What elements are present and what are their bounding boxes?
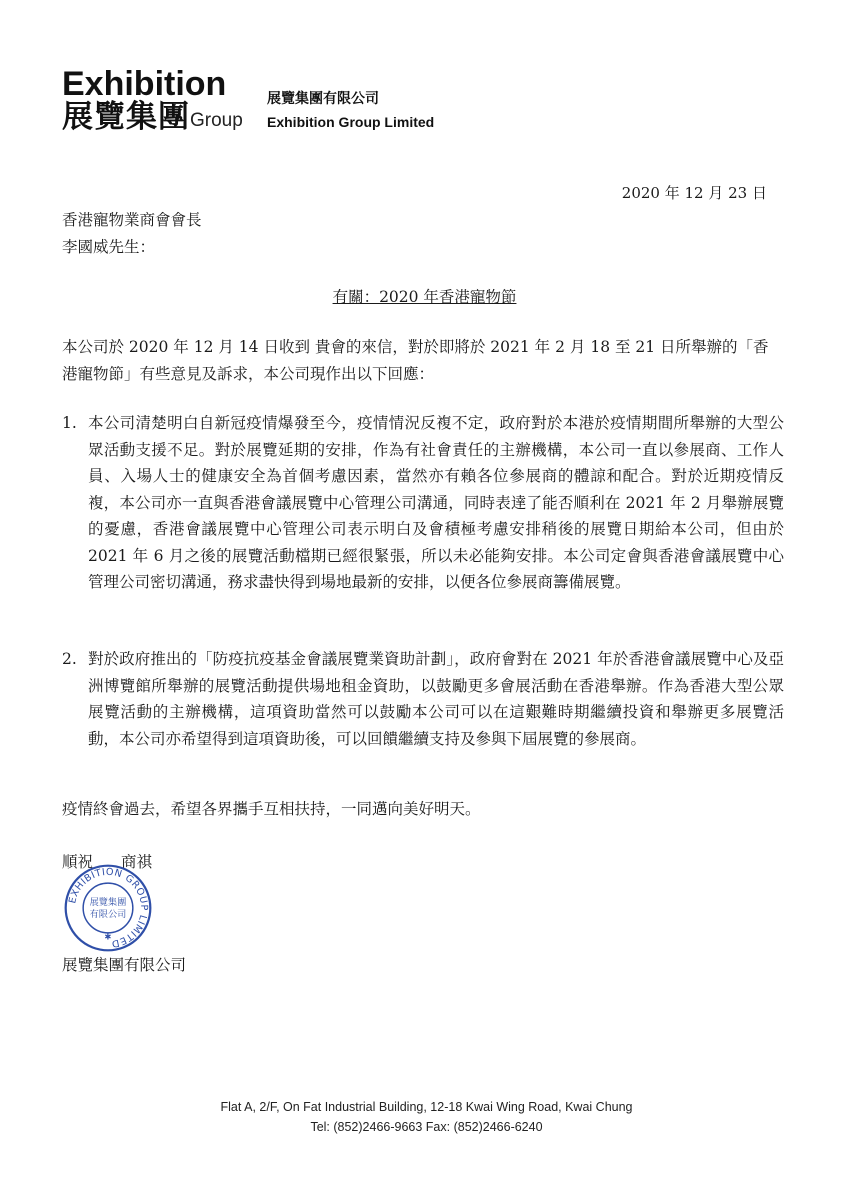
logo-wordmark: Exhibition — [62, 65, 227, 103]
regards-word-1: 順祝 — [62, 853, 94, 871]
intro-paragraph: 本公司於 2020 年 12 月 14 日收到 貴會的來信，對於即將於 2021 年 2 月 18 至 21 日所舉辦的「香港寵物節」有些意見及訴求，本公司現作出以下回應： — [62, 338, 769, 383]
footer-contact: Tel: (852)2466-9663 Fax: (852)2466-6240 — [310, 1120, 543, 1134]
seal-center-line-2: 有限公司 — [89, 909, 127, 921]
subject-line — [0, 285, 849, 307]
company-name-english: Exhibition Group Limited — [267, 114, 435, 130]
company-name-chinese: 展覽集團有限公司 — [267, 91, 379, 107]
recipient-name: 李國威先生： — [62, 238, 156, 256]
item-text: 對於政府推出的「防疫抗疫基金會議展覽業資助計劃」，政府會對在 2021 年於香港會議展覽中心及亞洲博覽館所舉辦的展覽活動提供場地租金資助，以鼓勵更多會展活動在香港舉辦。作為香港大型公眾展覽活動的主辦機構，這項資助當然可以鼓勵本公司可以在這艱難時期繼續投資和舉辦更多展覽活動，本公司亦希望得到這項資助後，可以回饋繼續支持及參與下屆展覽的參展商。 — [88, 650, 784, 748]
footer-address: Flat A, 2/F, On Fat Industrial Building, 12-18 Kwai Wing Road, Kwai Chung — [220, 1100, 633, 1114]
item-text: 本公司清楚明白自新冠疫情爆發至今，疫情情況反複不定，政府對於本港於疫情期間所舉辦的大型公眾活動支援不足。對於展覽延期的安排，作為有社會責任的主辦機構，本公司一直以參展商、工作人員、入場人士的健康安全為首個考慮因素，當然亦有賴各位參展商的體諒和配合。對於近期疫情反複，本公司亦一直與香港會議展覽中心管理公司溝通，同時表達了能否順利在 2021 年 2 月舉辦展覽的憂慮，香港會議展覽中心管理公司表示明白及會積極考慮安排稍後的展覽日期給本公司，但由於 2021 年 6 月之後的展覽活動檔期已經很緊張，所以未必能夠安排。本公司定會與香港會議展覽中心管理公司密切溝通，務求盡快得到場地最新的安排，以便各位參展商籌備展覽。 — [88, 414, 784, 591]
seal-star-icon: ✱ — [104, 931, 112, 942]
regards-word-2: 商祺 — [121, 853, 153, 871]
letter-date: 2020 年 12 月 23 日 — [621, 184, 767, 202]
footer — [0, 1097, 849, 1137]
logo-chinese: 展覽集團 — [62, 99, 190, 135]
logo-group-word: Group — [190, 110, 243, 131]
signer-name: 展覽集團有限公司 — [62, 956, 187, 974]
list-item — [62, 410, 784, 596]
closing-paragraph: 疫情終會過去，希望各界攜手互相扶持，一同邁向美好明天。 — [62, 800, 481, 818]
seal-center-line-1: 展覽集團 — [89, 897, 127, 909]
recipient-title: 香港寵物業商會會長 — [62, 211, 202, 229]
item-number: 1. — [62, 414, 77, 432]
recipient-block — [62, 207, 202, 261]
item-number: 2. — [62, 650, 77, 668]
subject-text: 有關：2020 年香港寵物節 — [332, 288, 517, 306]
list-item — [62, 646, 784, 752]
letterhead — [62, 66, 482, 136]
company-seal-stamp — [62, 862, 154, 954]
seal-ring-text: EXHIBITION GROUP LIMITED — [67, 866, 150, 950]
